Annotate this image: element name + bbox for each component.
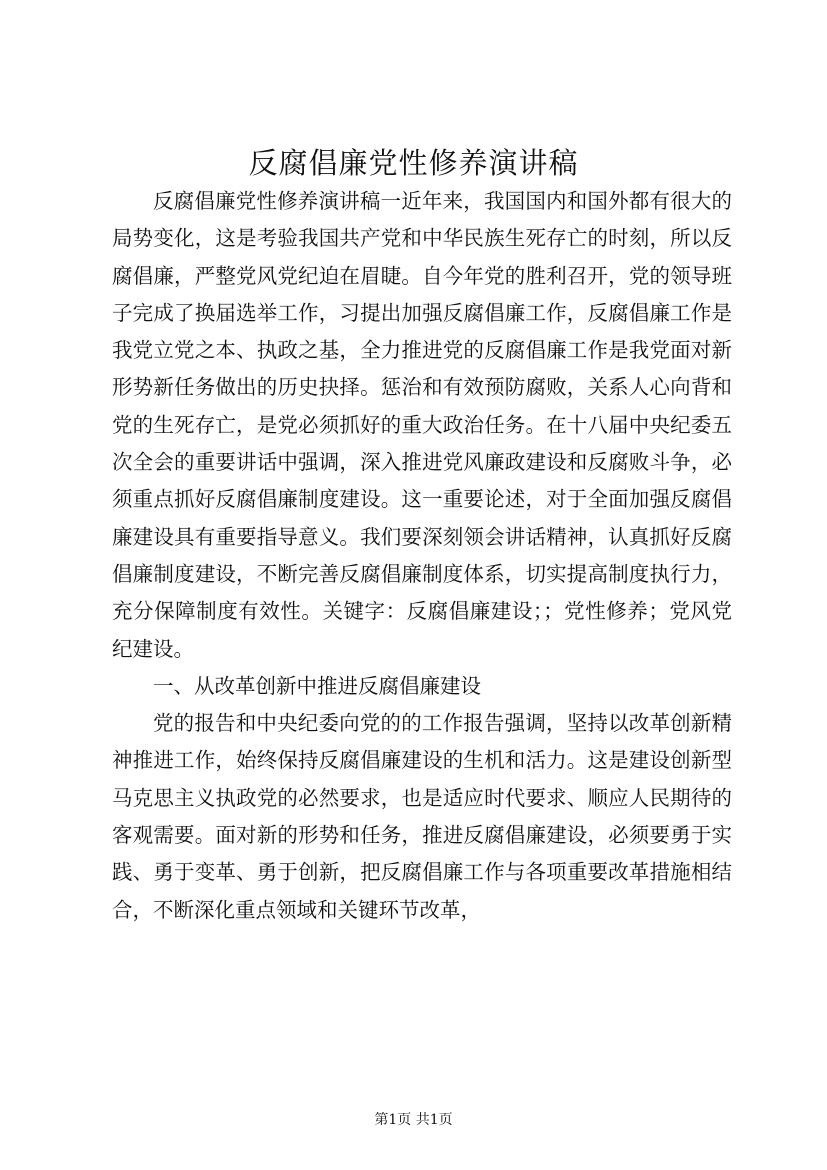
document-title: 反腐倡廉党性修养演讲稿 (248, 146, 579, 180)
page-footer: 第1页 共1页 (374, 1112, 453, 1128)
intro-paragraph: 反腐倡廉党性修养演讲稿一近年来，我国国内和国外都有很大的局势变化，这是考验我国共产党和中华民族生死存亡的时刻，所以反腐倡廉，严整党风党纪迫在眉睫。自今年党的胜利召开，党的领导班子完成了换届选举工作，习提出加强反腐倡廉工作，反腐倡廉工作是我党立党之本、执政之基，全力推进党的反腐倡廉工作是我党面对新形势新任务做出的历史抉择。惩治和有效预防腐败，关系人心向背和党的生死存亡，是党必须抓好的重大政治任务。在十八届中央纪委五次全会的重要讲话中强调，深入推进党风廉政建设和反腐败斗争，必须重点抓好反腐倡廉制度建设。这一重要论述，对于全面加强反腐倡廉建设具有重要指导意义。我们要深刻领会讲话精神，认真抓好反腐倡廉制度建设，不断完善反腐倡廉制度体系，切实提高制度执行力，充分保障制度有效性。关键字：反腐倡廉建设；；党性修养；党风党纪建设。 (112, 189, 732, 661)
document-body (112, 183, 732, 929)
section-paragraph: 党的报告和中央纪委向党的的工作报告强调，坚持以改革创新精神推进工作，始终保持反腐倡廉建设的生机和活力。这是建设创新型马克思主义执政党的必然要求，也是适应时代要求、顺应人民期待的客观需要。面对新的形势和任务，推进反腐倡廉建设，必须要勇于实践、勇于变革、勇于创新，把反腐倡廉工作与各项重要改革措施相结合，不断深化重点领域和关键环节改革， (112, 711, 732, 922)
section-heading: 一、从改革创新中推进反腐倡廉建设 (153, 673, 481, 698)
